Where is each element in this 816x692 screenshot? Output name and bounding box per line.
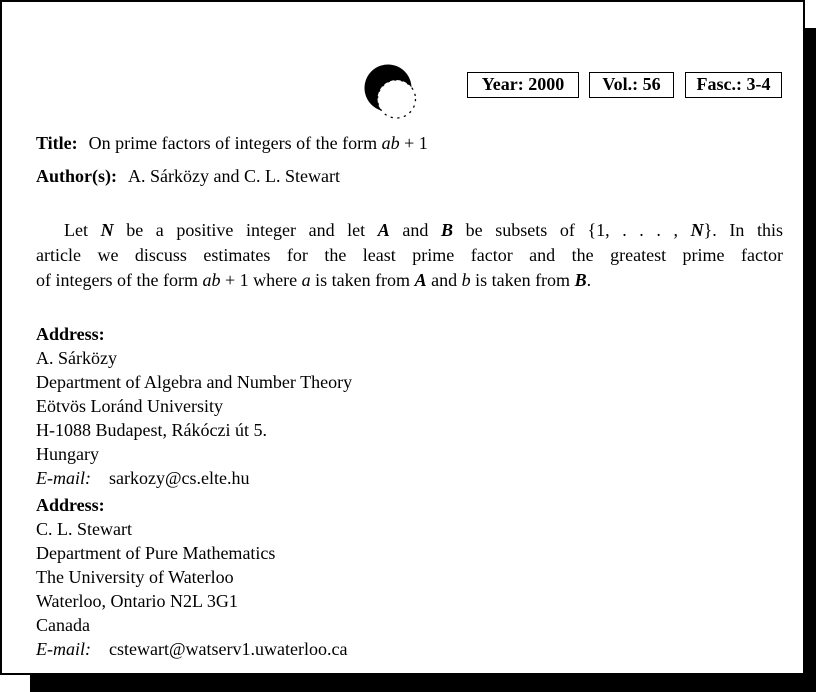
paper-title: Title: On prime factors of integers of the form ab + 1 [36, 133, 428, 153]
address-line: The University of Waterloo [36, 567, 234, 587]
abstract [36, 218, 783, 293]
abstract-line: Let N be a positive integer and let A and B be subsets of {1, . . . , N}. In this [64, 220, 783, 240]
address-line: Waterloo, Ontario N2L 3G1 [36, 591, 238, 611]
email-line [36, 637, 347, 661]
address-line: A. Sárközy [36, 348, 117, 368]
address-line: Canada [36, 615, 90, 635]
email-label: E-mail: [36, 468, 91, 488]
address-line: Department of Algebra and Number Theory [36, 372, 353, 392]
abstract-line: article we discuss estimates for the least prime factor and the greatest prime factor [36, 245, 783, 265]
address-line: Eötvös Loránd University [36, 396, 223, 416]
email-address: cstewart@watserv1.uwaterloo.ca [108, 639, 348, 659]
volume-box: Vol.: 56 [589, 72, 674, 98]
address-block-sarkozy [36, 322, 352, 490]
address-line: C. L. Stewart [36, 519, 132, 539]
abstract-line: of integers of the form ab + 1 where a is taken from A and b is taken from B. [36, 270, 592, 290]
year-box: Year: 2000 [467, 72, 579, 98]
paper-authors: Author(s): A. Sárközy and C. L. Stewart [36, 166, 340, 186]
email-address: sarkozy@cs.elte.hu [108, 468, 250, 488]
fascicle-box: Fasc.: 3-4 [685, 72, 782, 98]
email-line [36, 466, 352, 490]
address-block-stewart [36, 493, 347, 661]
email-label: E-mail: [36, 639, 91, 659]
address-label: Address: [36, 324, 105, 344]
crescent-moon-logo-icon [362, 60, 420, 122]
address-line: Department of Pure Mathematics [36, 543, 276, 563]
address-line: Hungary [36, 444, 99, 464]
address-line: H-1088 Budapest, Rákóczi út 5. [36, 420, 267, 440]
address-label: Address: [36, 495, 105, 515]
